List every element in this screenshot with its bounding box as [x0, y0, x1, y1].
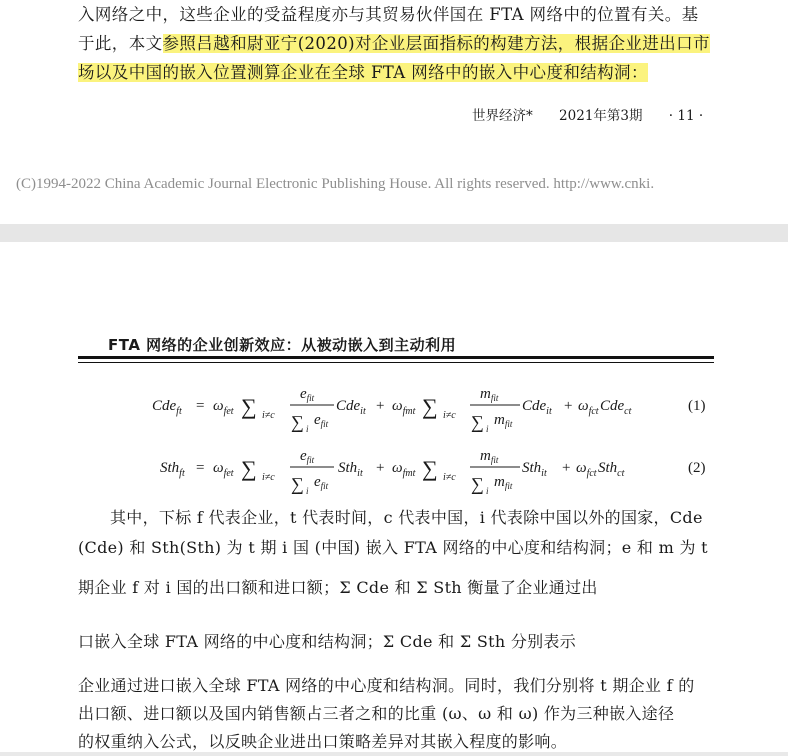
svg-text:efit: $e_{fit}$ [300, 448, 315, 465]
svg-text:i: i [486, 424, 489, 434]
svg-text:i: i [486, 486, 489, 496]
svg-text:mfit: $m_{fit}$ [480, 386, 499, 403]
svg-text:efit: $e_{fit}$ [300, 386, 315, 403]
svg-text:ωfet: $\omega_{fet}$ [213, 460, 234, 479]
svg-text:=: = [196, 460, 205, 476]
page-top [0, 0, 788, 224]
svg-text:+: + [376, 398, 385, 414]
paragraph-line-1 [78, 504, 718, 532]
svg-text:ωfmt: $\omega_{fmt}$ [392, 460, 416, 479]
highlight-1[interactable]: 参照吕越和尉亚宁(2020)对企业层面指标的构建方法，根据企业进出口市 [162, 34, 710, 53]
page-footer [472, 104, 725, 124]
svg-text:efit: $e_{fit}$ [314, 474, 329, 491]
svg-text:∑: ∑ [422, 394, 438, 419]
page-number: · 11 · [668, 108, 704, 124]
text-line-3 [78, 60, 648, 86]
equation-1 [0, 384, 788, 444]
svg-text:∑: ∑ [422, 456, 438, 481]
svg-text:Sthit: Sth$_{it}$ [338, 460, 363, 479]
equation-2-number: (2) [688, 460, 706, 476]
paragraph-line-6: 出口额、进口额以及国内销售额占三者之和的比重 (ω、ω 和 ω) 作为三种嵌入途径 [78, 704, 675, 723]
highlight-2[interactable]: 场以及中国的嵌入位置测算企业在全球 FTA 网络中的嵌入中心度和结构洞： [78, 63, 648, 82]
svg-text:mfit: $m_{fit}$ [494, 412, 513, 429]
paragraph-line-7: 的权重纳入公式，以反映企业进出口策略差异对其嵌入程度的影响。 [78, 732, 568, 751]
text-line-2-start: 于此，本文 [78, 34, 163, 53]
equation-1-svg [0, 384, 788, 444]
svg-text:ωfct: $\omega_{fct}$ [578, 398, 599, 417]
equation-2 [0, 446, 788, 506]
eq1-lhs: Cde$_{ft}$ [152, 398, 182, 417]
issue-info: 2021年第3期 [559, 108, 643, 124]
svg-text:∑: ∑ [291, 412, 304, 432]
svg-text:+: + [562, 460, 571, 476]
svg-text:∑: ∑ [471, 412, 484, 432]
svg-text:i: i [306, 424, 309, 434]
paragraph-line-3: 期企业 f 对 i 国的出口额和进口额；Σ Cde 和 Σ Sth 衡量了企业通过出 [78, 578, 598, 597]
svg-text:ωfmt: $\omega_{fmt}$ [392, 398, 416, 417]
running-header: FTA 网络的企业创新效应：从被动嵌入到主动利用 [108, 336, 457, 354]
svg-text:efit: $e_{fit}$ [314, 412, 329, 429]
paragraph-line-2: (Cde) 和 Sth(Sth) 为 t 期 i 国 (中国) 嵌入 FTA 网络的中心度和结构洞；e 和 m 为 t [78, 538, 708, 557]
svg-text:Sthft: Sth$_{ft}$ [160, 460, 185, 479]
text-line-2 [78, 31, 710, 57]
svg-text:+: + [376, 460, 385, 476]
svg-text:∑: ∑ [471, 474, 484, 494]
svg-text:i≠c: i≠c [262, 472, 275, 483]
header-rule-thick [78, 356, 714, 359]
svg-text:ωfct: $\omega_{fct}$ [576, 460, 597, 479]
journal-name: 世界经济* [472, 108, 533, 124]
paragraph-line-4: 口嵌入全球 FTA 网络的中心度和结构洞；Σ Cde 和 Σ Sth 分别表示 [78, 632, 577, 651]
equation-2-svg [0, 446, 788, 506]
svg-text:+: + [564, 398, 573, 414]
page-gap [0, 224, 788, 242]
svg-text:Cdeit: Cde$_{it}$ [522, 398, 552, 417]
svg-text:mfit: $m_{fit}$ [480, 448, 499, 465]
header-rule-thin [78, 362, 714, 363]
equation-1-number: (1) [688, 398, 706, 414]
svg-text:Sthct: Sth$_{ct}$ [598, 460, 625, 479]
svg-text:i≠c: i≠c [262, 410, 275, 421]
svg-text:Cdect: Cde$_{ct}$ [600, 398, 632, 417]
svg-text:∑: ∑ [241, 394, 257, 419]
copyright-notice: (C)1994-2022 China Academic Journal Electronic Publishing House. All rights reserved. http://www.cnki. [16, 176, 655, 192]
svg-text:∑: ∑ [291, 474, 304, 494]
svg-text:i: i [306, 486, 309, 496]
svg-text:Sthit: Sth$_{it}$ [522, 460, 547, 479]
svg-text:i≠c: i≠c [443, 410, 456, 421]
svg-text:Cdeit: Cde$_{it}$ [336, 398, 366, 417]
svg-text:i≠c: i≠c [443, 472, 456, 483]
svg-text:=: = [196, 398, 205, 414]
para-text-1: 其中，下标 f 代表企业，t 代表时间，c 代表中国，i 代表除中国以外的国家，Cde [110, 508, 703, 527]
svg-text:ωfet: $\omega_{fet}$ [213, 398, 234, 417]
svg-text:∑: ∑ [241, 456, 257, 481]
svg-text:mfit: $m_{fit}$ [494, 474, 513, 491]
paragraph-line-5: 企业通过进口嵌入全球 FTA 网络的中心度和结构洞。同时，我们分别将 t 期企业 f 的 [78, 676, 695, 695]
text-line-1: 入网络之中，这些企业的受益程度亦与其贸易伙伴国在 FTA 网络中的位置有关。基 [78, 5, 699, 24]
